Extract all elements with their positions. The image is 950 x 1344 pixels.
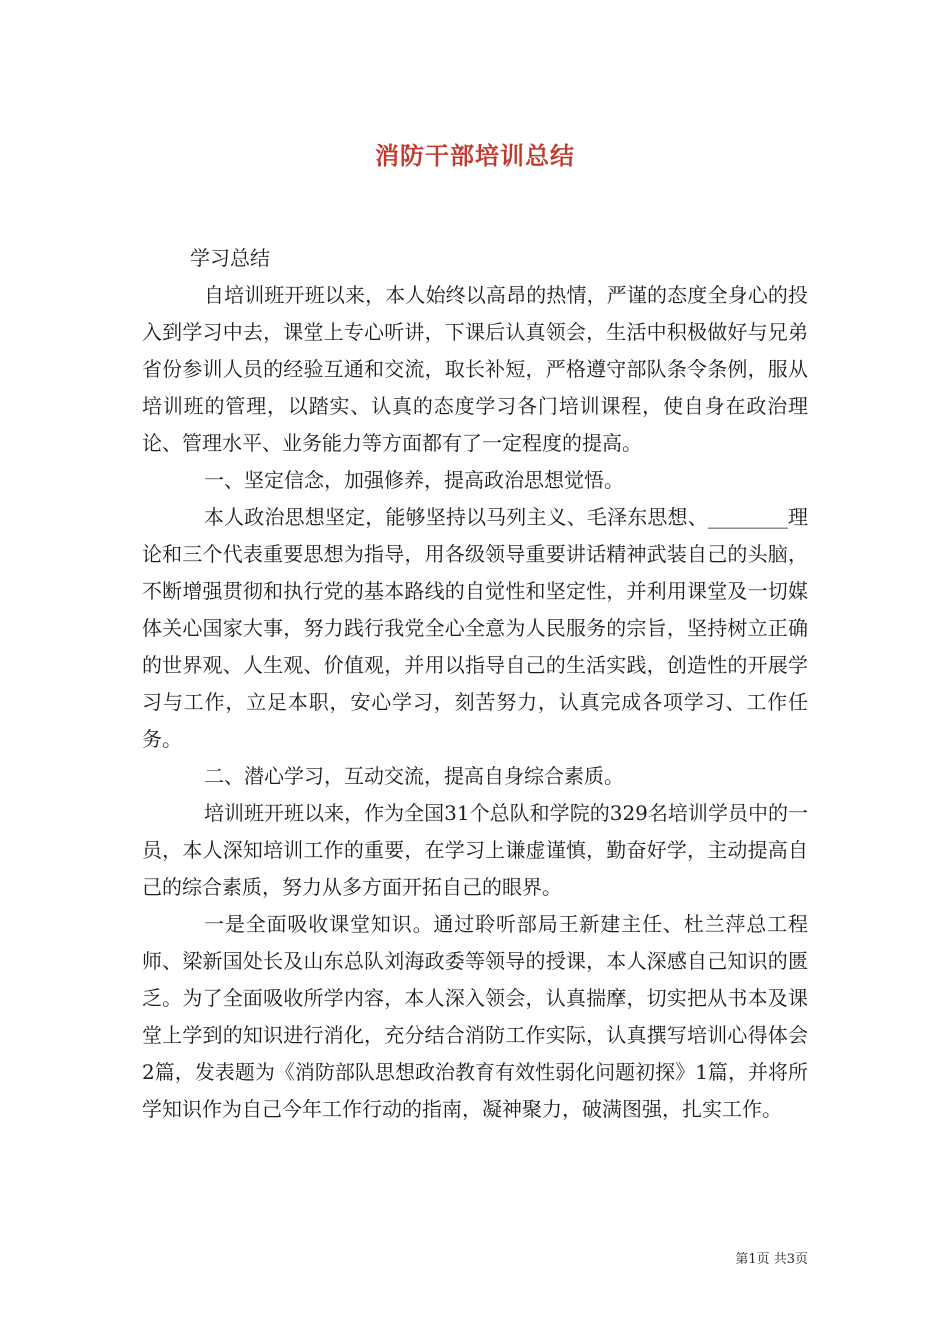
- section-heading: 学习总结: [190, 246, 270, 270]
- section-heading: 一、坚定信念，加强修养，提高政治思想觉悟。: [204, 468, 624, 492]
- paragraph: 培训班开班以来，作为全国31个总队和学院的329名培训学员中的一员，本人深知培训工作的重要，在学习上谦虚谨慎，勤奋好学，主动提高自己的综合素质，努力从多方面开拓自己的眼界。: [142, 801, 808, 899]
- document-title: 消防干部培训总结: [375, 141, 575, 170]
- paragraph: 一是全面吸收课堂知识。通过聆听部局王新建主任、杜兰萍总工程师、梁新国处长及山东总队刘海政委等领导的授课，本人深感自己知识的匮乏。为了全面吸收所学内容，本人深入领会，认真揣摩，切实把从书本及课堂上学到的知识进行消化，充分结合消防工作实际，认真撰写培训心得体会2篇，发表题为《消防部队思想政治教育有效性弱化问题初探》1篇，并将所学知识作为自己今年工作行动的指南，凝神聚力，破满图强，扎实工作。: [142, 912, 808, 1121]
- paragraph: 本人政治思想坚定，能够坚持以马列主义、毛泽东思想、________理论和三个代表重要思想为指导，用各级领导重要讲话精神武装自己的头脑，不断增强贯彻和执行党的基本路线的自觉性和坚定性，并利用课堂及一切媒体关心国家大事，努力践行我党全心全意为人民服务的宗旨，坚持树立正确的世界观、人生观、价值观，并用以指导自己的生活实践，创造性的开展学习与工作，立足本职，安心学习，刻苦努力，认真完成各项学习、工作任务。: [142, 505, 808, 751]
- paragraph: 自培训班开班以来，本人始终以高昂的热情，严谨的态度全身心的投入到学习中去，课堂上专心听讲，下课后认真领会，生活中积极做好与兄弟省份参训人员的经验互通和交流，取长补短，严格遵守部队条令条例，服从培训班的管理，以踏实、认真的态度学习各门培训课程，使自身在政治理论、管理水平、业务能力等方面都有了一定程度的提高。: [142, 283, 808, 455]
- document-body: [142, 240, 808, 1128]
- section-heading: 二、潜心学习，互动交流，提高自身综合素质。: [204, 764, 624, 788]
- page-number: 第1页 共3页: [735, 1252, 808, 1267]
